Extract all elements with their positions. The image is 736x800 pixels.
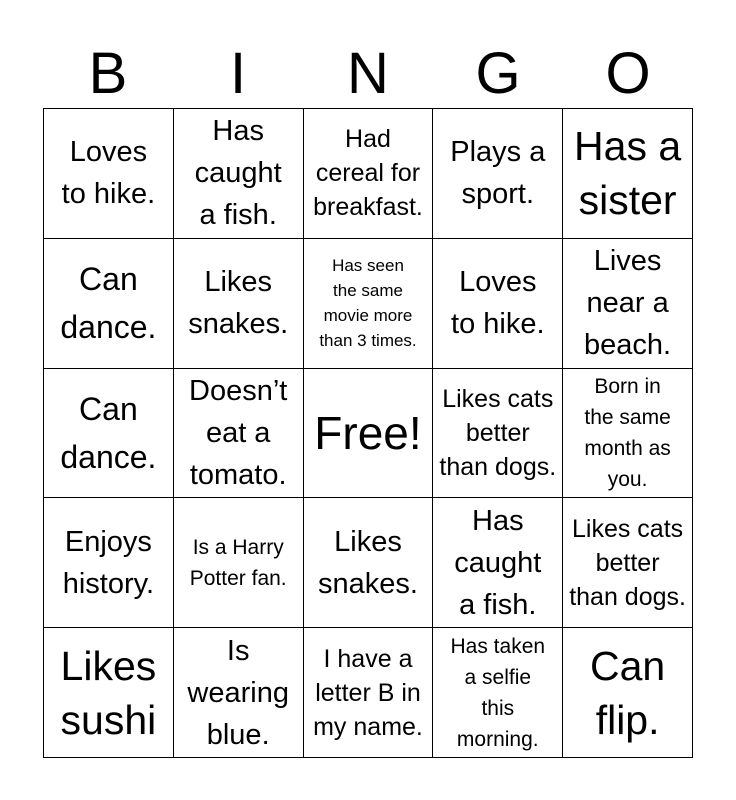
cell-text bbox=[62, 131, 156, 215]
cell-line: wearing bbox=[187, 676, 289, 709]
cell-line: Likes cats bbox=[572, 514, 684, 543]
cell-text bbox=[60, 255, 156, 351]
bingo-cell[interactable] bbox=[563, 109, 693, 239]
cell-line: Has bbox=[212, 115, 264, 148]
cell-line: Has a bbox=[574, 123, 682, 170]
free-space-cell[interactable] bbox=[304, 369, 434, 499]
cell-line: than dogs. bbox=[569, 582, 686, 611]
cell-line: flip. bbox=[595, 696, 660, 743]
cell-text bbox=[188, 261, 288, 345]
cell-line: Can bbox=[589, 642, 666, 689]
cell-line: caught bbox=[194, 157, 282, 190]
cell-text bbox=[569, 512, 686, 614]
cell-text bbox=[439, 382, 556, 484]
header-letter-n: N bbox=[347, 41, 389, 106]
cell-line: blue. bbox=[206, 718, 270, 751]
cell-text bbox=[314, 402, 421, 464]
cell-line: snakes. bbox=[318, 567, 418, 600]
bingo-cell[interactable] bbox=[304, 628, 434, 758]
cell-text bbox=[60, 385, 156, 481]
bingo-cell[interactable] bbox=[433, 109, 563, 239]
cell-line: the same bbox=[584, 405, 671, 429]
cell-text bbox=[190, 532, 287, 594]
header-letter-i: I bbox=[229, 41, 247, 106]
cell-line: you. bbox=[607, 467, 648, 491]
cell-line: Has taken bbox=[450, 634, 546, 658]
cell-line: eat a bbox=[205, 416, 271, 449]
cell-line: to hike. bbox=[451, 308, 545, 341]
cell-line: Is a Harry bbox=[192, 535, 284, 559]
cell-line: near a bbox=[586, 287, 669, 320]
bingo-board bbox=[43, 108, 693, 758]
cell-line: the same bbox=[333, 281, 403, 301]
cell-line: Lives bbox=[593, 245, 662, 278]
cell-text bbox=[590, 639, 665, 747]
cell-line: a fish. bbox=[199, 199, 277, 232]
cell-line: Has seen bbox=[332, 256, 404, 276]
cell-text bbox=[451, 261, 545, 345]
cell-line: breakfast. bbox=[313, 193, 423, 222]
cell-text bbox=[61, 639, 157, 747]
cell-line: a selfie bbox=[464, 665, 532, 689]
bingo-cell[interactable] bbox=[304, 498, 434, 628]
cell-text bbox=[189, 370, 287, 496]
cell-text bbox=[450, 131, 545, 215]
cell-line: sport. bbox=[461, 178, 535, 211]
cell-text bbox=[574, 119, 681, 227]
cell-line: Likes bbox=[60, 642, 157, 689]
bingo-cell[interactable] bbox=[174, 109, 304, 239]
cell-text bbox=[319, 253, 416, 353]
cell-line: my name. bbox=[313, 712, 423, 741]
cell-line: dance. bbox=[60, 438, 157, 475]
cell-line: caught bbox=[454, 546, 542, 579]
cell-line: month as bbox=[584, 436, 671, 460]
cell-line: Loves bbox=[459, 266, 537, 299]
cell-line: sister bbox=[578, 177, 677, 224]
cell-text bbox=[187, 630, 289, 756]
bingo-cell[interactable] bbox=[563, 239, 693, 369]
cell-line: Likes bbox=[334, 525, 402, 558]
bingo-cell[interactable] bbox=[304, 109, 434, 239]
cell-line: better bbox=[595, 548, 660, 577]
cell-text bbox=[318, 521, 418, 605]
cell-line: Can bbox=[79, 261, 138, 298]
cell-line: Born in bbox=[594, 374, 661, 398]
cell-line: to hike. bbox=[61, 178, 156, 211]
bingo-cell[interactable] bbox=[44, 628, 174, 758]
cell-line: beach. bbox=[584, 329, 672, 362]
cell-text bbox=[195, 110, 282, 236]
cell-line: I have a bbox=[323, 644, 413, 673]
bingo-cell[interactable] bbox=[433, 239, 563, 369]
cell-line: Doesn’t bbox=[189, 374, 288, 407]
bingo-cell[interactable] bbox=[44, 498, 174, 628]
cell-line: than 3 times. bbox=[319, 331, 417, 351]
cell-line: a fish. bbox=[459, 588, 537, 621]
cell-line: morning. bbox=[456, 727, 539, 751]
cell-line: cereal for bbox=[315, 159, 421, 188]
bingo-cell[interactable] bbox=[304, 239, 434, 369]
bingo-cell[interactable] bbox=[174, 369, 304, 499]
cell-line: Is bbox=[226, 634, 250, 667]
cell-line: snakes. bbox=[188, 308, 289, 341]
bingo-header bbox=[43, 40, 693, 108]
cell-line: this bbox=[481, 696, 515, 720]
bingo-cell[interactable] bbox=[563, 369, 693, 499]
cell-line: letter B in bbox=[315, 678, 421, 707]
cell-line: Enjoys bbox=[64, 525, 152, 558]
cell-line: Likes cats bbox=[442, 384, 554, 413]
cell-text bbox=[584, 240, 671, 366]
cell-line: dance. bbox=[60, 309, 157, 346]
cell-line: Potter fan. bbox=[189, 566, 287, 590]
bingo-cell[interactable] bbox=[174, 628, 304, 758]
bingo-cell[interactable] bbox=[44, 369, 174, 499]
cell-text bbox=[584, 371, 670, 495]
cell-line: Plays a bbox=[450, 136, 546, 169]
cell-line: Likes bbox=[204, 266, 273, 299]
free-space-label: Free! bbox=[314, 406, 422, 459]
cell-text bbox=[63, 521, 154, 605]
cell-line: Has bbox=[472, 504, 524, 537]
cell-text bbox=[454, 500, 541, 626]
cell-text bbox=[313, 642, 423, 744]
bingo-cell[interactable] bbox=[563, 498, 693, 628]
bingo-cell[interactable] bbox=[433, 498, 563, 628]
header-letter-b: B bbox=[88, 41, 128, 106]
cell-text bbox=[451, 631, 546, 755]
header-letter-g: G bbox=[475, 41, 521, 106]
cell-line: sushi bbox=[60, 696, 157, 743]
bingo-cell[interactable] bbox=[44, 109, 174, 239]
cell-line: history. bbox=[62, 567, 155, 600]
cell-line: Can bbox=[79, 390, 138, 427]
bingo-cell[interactable] bbox=[44, 239, 174, 369]
cell-text bbox=[313, 122, 423, 224]
cell-line: movie more bbox=[323, 306, 413, 326]
bingo-cell[interactable] bbox=[563, 628, 693, 758]
cell-line: Had bbox=[345, 125, 391, 154]
cell-line: than dogs. bbox=[439, 452, 557, 481]
bingo-cell[interactable] bbox=[433, 369, 563, 499]
cell-line: better bbox=[465, 418, 530, 447]
header-letter-o: O bbox=[605, 41, 651, 106]
bingo-cell[interactable] bbox=[174, 239, 304, 369]
cell-line: tomato. bbox=[189, 458, 287, 491]
bingo-cell[interactable] bbox=[433, 628, 563, 758]
bingo-cell[interactable] bbox=[174, 498, 304, 628]
cell-line: Loves bbox=[69, 136, 148, 169]
